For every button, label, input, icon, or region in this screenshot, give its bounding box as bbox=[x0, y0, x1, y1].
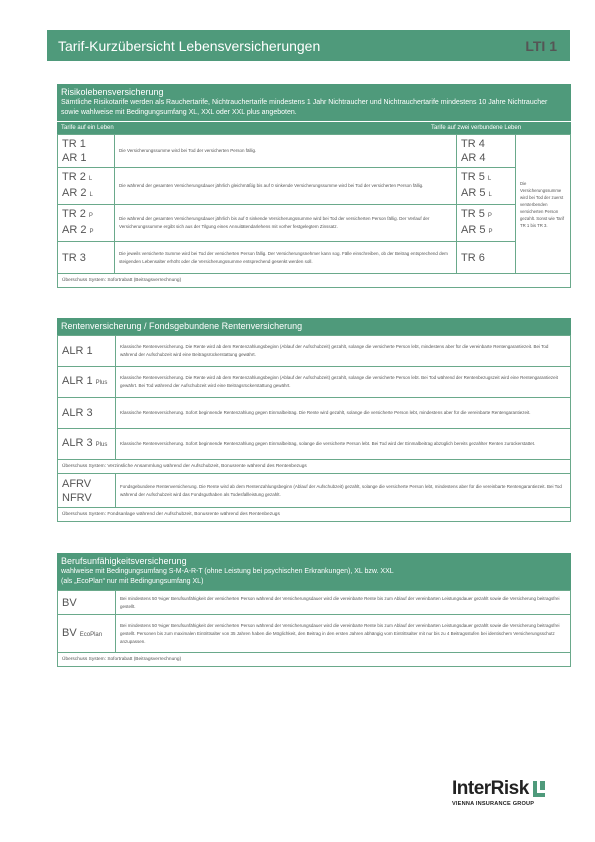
bu-code bbox=[58, 615, 116, 653]
risiko-code-suffix: P bbox=[88, 213, 93, 219]
rente-code-suffix: Plus bbox=[95, 442, 108, 448]
risiko-side-note: Die Versicherungssumme wird bei Tod der zuerst versterbenden versicherten Person gezahlt. Sonst wie Tarif TR 1 bis TR 3. bbox=[516, 135, 571, 274]
fonds-codes bbox=[58, 474, 116, 508]
risiko-code-line: AR 2 P bbox=[62, 224, 94, 236]
bu-code-suffix: EcoPlan bbox=[79, 631, 103, 638]
bu-code bbox=[58, 591, 116, 615]
risiko-column-header bbox=[57, 122, 571, 134]
risiko-code-line: AR 1 bbox=[62, 152, 87, 164]
rente-code bbox=[58, 336, 116, 367]
bu-code-line: BV bbox=[62, 596, 77, 609]
logo-sub: VIENNA INSURANCE GROUP bbox=[452, 801, 535, 807]
rente-row bbox=[58, 429, 571, 460]
risiko-code-right-line: AR 5 L bbox=[461, 187, 492, 199]
fonds-desc: Fondsgebundene Rentenversicherung. Die Rente wird ab dem Rentenzahlungsbeginn (Ablauf der Aufschubzeit) gezahlt, solange die versicherte Person lebt, mindestens aber für die vereinbarte Rentengarantiezeit. Bei Tod während der Aufschubzeit wird das Fondsguthaben als Todesfallleistung gezahlt. bbox=[116, 474, 571, 508]
risiko-desc: Die jeweils versicherte Summe wird bei Tod der versicherten Person fällig. Der Versicherungsnehmer kann sog. Fälle einschreiben, ob der Beitrag entsprechend dem steigenden Lebensalter erhöht oder die Versicherungssumme entsprechend gesenkt werden soll. bbox=[115, 242, 457, 274]
risiko-code-suffix: L bbox=[89, 192, 93, 198]
risiko-code-right-line: TR 5 L bbox=[461, 171, 492, 183]
risiko-code-right bbox=[457, 168, 516, 205]
risiko-code-right-line: AR 4 bbox=[461, 152, 486, 164]
risiko-row bbox=[58, 205, 571, 242]
risiko-code-line: TR 1 bbox=[62, 138, 86, 150]
risiko-row bbox=[58, 168, 571, 205]
bu-desc: Bei mindestens 50 %iger Berufsunfähigkeit der versicherten Person während der Versicherungsdauer wird die vereinbarte Rente bis zum Ablauf der vereinbarten Leistungsdauer gezahlt sowie die Versicherung beitragsfrei gestellt. Personen bis zum maximalen Eintrittsalter von 35 Jahren haben die Möglichkeit, den Beitrag in den ersten Jahren abhängig vom Eintrittsalter mit nur bis zu 4 Beitragsstufen bei identischem Versicherungsschutz anzupassen. bbox=[116, 615, 571, 653]
bu-section bbox=[57, 553, 571, 667]
rente-code bbox=[58, 367, 116, 398]
risiko-code-line: TR 2 L bbox=[62, 171, 93, 183]
rente-row bbox=[58, 398, 571, 429]
rente-footer-2: Überschuss System: Fondsanlage während der Aufschubzeit, Bonusrente während des Rentenbezugs bbox=[58, 508, 571, 522]
bu-header bbox=[57, 553, 571, 590]
risiko-row bbox=[58, 135, 571, 168]
bu-line1: wahlweise mit Bedingungsumfang S-M-A-R-T (ohne Leistung bei psychischen Erkrankungen), XL bzw. XXL bbox=[61, 568, 394, 575]
risiko-code-right-suffix: P bbox=[487, 213, 492, 219]
rente-table bbox=[57, 335, 571, 522]
risiko-code-right-line: TR 6 bbox=[461, 251, 485, 264]
rente-desc: Klassische Rentenversicherung. Sofort beginnende Rentenzahlung gegen Einmalbeitrag, solange die versicherte Person lebt. Bei Tod wird der Einmalbeitrag abzüglich bereits gezahlter Renten zurückerstattet. bbox=[116, 429, 571, 460]
rente-code bbox=[58, 398, 116, 429]
risiko-code bbox=[58, 135, 115, 168]
bu-title: Berufsunfähigkeitsversicherung bbox=[61, 556, 187, 566]
rente-title: Rentenversicherung / Fondsgebundene Rentenversicherung bbox=[61, 321, 303, 331]
bu-footer: Überschuss System: Sofortrabatt (Beitragsverrechnung) bbox=[58, 653, 571, 667]
risiko-code-suffix: L bbox=[88, 176, 93, 182]
risiko-subtitle: Sämtliche Risikotarife werden als Rauchertarife, Nichtrauchertarife mindestens 1 Jahr Nichtraucher und Nichtrauchertarife mindestens 10 Jahre Nichtraucher sowie wahlweise mit Bedingungsumfang XL, XXL oder XXL plus angeboten. bbox=[61, 99, 548, 116]
logo-name: InterRisk bbox=[452, 778, 529, 799]
fonds-code-nfrv: NFRV bbox=[62, 491, 92, 504]
rente-code bbox=[58, 429, 116, 460]
bu-desc: Bei mindestens 50 %iger Berufsunfähigkeit der versicherten Person während der Versicherungsdauer wird die vereinbarte Rente bis zum Ablauf der vereinbarten Leistungsdauer gezahlt sowie die Versicherung beitragsfrei gestellt. bbox=[116, 591, 571, 615]
logo-mark-icon bbox=[533, 781, 545, 797]
risiko-header bbox=[57, 84, 571, 121]
document-code: LTI 1 bbox=[525, 37, 557, 54]
page-header bbox=[47, 30, 570, 61]
rente-desc: Klassische Rentenversicherung. Die Rente wird ab dem Rentenzahlungsbeginn (Ablauf der Aufschubzeit) gezahlt, solange die versicherte Person lebt, mindestens aber für die vereinbarte Rentengarantiezeit. Bei Tod während der Aufschubzeit wird eine Beitragsrückerstattung gewährt. bbox=[116, 336, 571, 367]
rente-code-suffix: Plus bbox=[95, 380, 108, 386]
risiko-table bbox=[57, 134, 571, 288]
risiko-desc: Die während der gesamten Versicherungsdauer jährlich bis auf 0 sinkende Versicherungssumme wird bei Tod der versicherten Person fällig. Der Verlauf der Versicherungssumme ergibt sich aus der Tilgung eines Annuitätendarlehens mit vorher festgelegtem Zinssatz. bbox=[115, 205, 457, 242]
rente-desc: Klassische Rentenversicherung. Sofort beginnende Rentenzahlung gegen Einmalbeitrag. Die Rente wird gezahlt, solange die versicherte Person lebt, mindestens aber für die vereinbarte Rentengarantiezeit. bbox=[116, 398, 571, 429]
rente-code-line: ALR 3 bbox=[62, 407, 93, 419]
risiko-footer: Überschuss System: Sofortrabatt (Beitragsverrechnung) bbox=[58, 274, 571, 288]
risiko-code-right-line: TR 4 bbox=[461, 138, 485, 150]
risiko-code bbox=[58, 242, 115, 274]
risiko-row bbox=[58, 242, 571, 274]
risiko-col2: Tarife auf zwei verbundene Leben bbox=[431, 125, 522, 131]
risiko-code bbox=[58, 205, 115, 242]
risiko-code-line: AR 2 L bbox=[62, 187, 93, 199]
rente-desc: Klassische Rentenversicherung. Die Rente wird ab dem Rentenzahlungsbeginn (Ablauf der Aufschubzeit) gezahlt, solange die versicherte Person lebt. Bei Tod während der Rentenbezugszeit wird eine Rentengarantiezeit gewährt. Bei Tod während der Aufschubzeit wird eine Beitragsrückerstattung gewährt. bbox=[116, 367, 571, 398]
risiko-section bbox=[57, 84, 571, 288]
bu-table bbox=[57, 590, 571, 667]
risiko-code-line: TR 3 bbox=[62, 251, 86, 264]
risiko-code-suffix: P bbox=[89, 229, 94, 235]
page-title: Tarif-Kurzübersicht Lebensversicherungen bbox=[58, 37, 321, 54]
risiko-title: Risikolebensversicherung bbox=[61, 87, 164, 97]
risiko-code-right bbox=[457, 242, 516, 274]
rente-code-line: ALR 1 bbox=[62, 345, 93, 357]
rente-code-line: ALR 1 Plus bbox=[62, 375, 108, 387]
bu-code-line: BV EcoPlan bbox=[62, 626, 103, 639]
risiko-code-right-suffix: L bbox=[487, 176, 492, 182]
rente-row bbox=[58, 336, 571, 367]
interrisk-logo bbox=[452, 778, 567, 807]
bu-row bbox=[58, 615, 571, 653]
risiko-code-right-line: TR 5 P bbox=[461, 208, 492, 220]
fonds-code-afrv: AFRV bbox=[62, 477, 92, 490]
risiko-code-right bbox=[457, 205, 516, 242]
rente-header bbox=[57, 318, 571, 335]
rente-row bbox=[58, 367, 571, 398]
risiko-code-right-suffix: L bbox=[488, 192, 492, 198]
risiko-desc: Die Versicherungssumme wird bei Tod der versicherten Person fällig. bbox=[115, 135, 457, 168]
risiko-code-right-line: AR 5 P bbox=[461, 224, 493, 236]
rente-code-line: ALR 3 Plus bbox=[62, 437, 108, 449]
bu-line2: (als „EcoPlan“ nur mit Bedingungsumfang XL) bbox=[61, 578, 204, 585]
rente-section bbox=[57, 318, 571, 522]
risiko-code-right bbox=[457, 135, 516, 168]
risiko-code-line: TR 2 P bbox=[62, 208, 93, 220]
rente-footer-1: Überschuss System: Verzinsliche Ansammlung während der Aufschubzeit, Bonusrente während des Rentenbezugs bbox=[58, 460, 571, 474]
risiko-code-right-suffix: P bbox=[488, 229, 493, 235]
risiko-code bbox=[58, 168, 115, 205]
bu-row bbox=[58, 591, 571, 615]
risiko-col1: Tarife auf ein Leben bbox=[61, 125, 114, 131]
risiko-desc: Die während der gesamten Versicherungsdauer jährlich gleichmäßig bis auf 0 sinkende Versicherungssumme wird bei Tod der versicherten Person fällig. bbox=[115, 168, 457, 205]
